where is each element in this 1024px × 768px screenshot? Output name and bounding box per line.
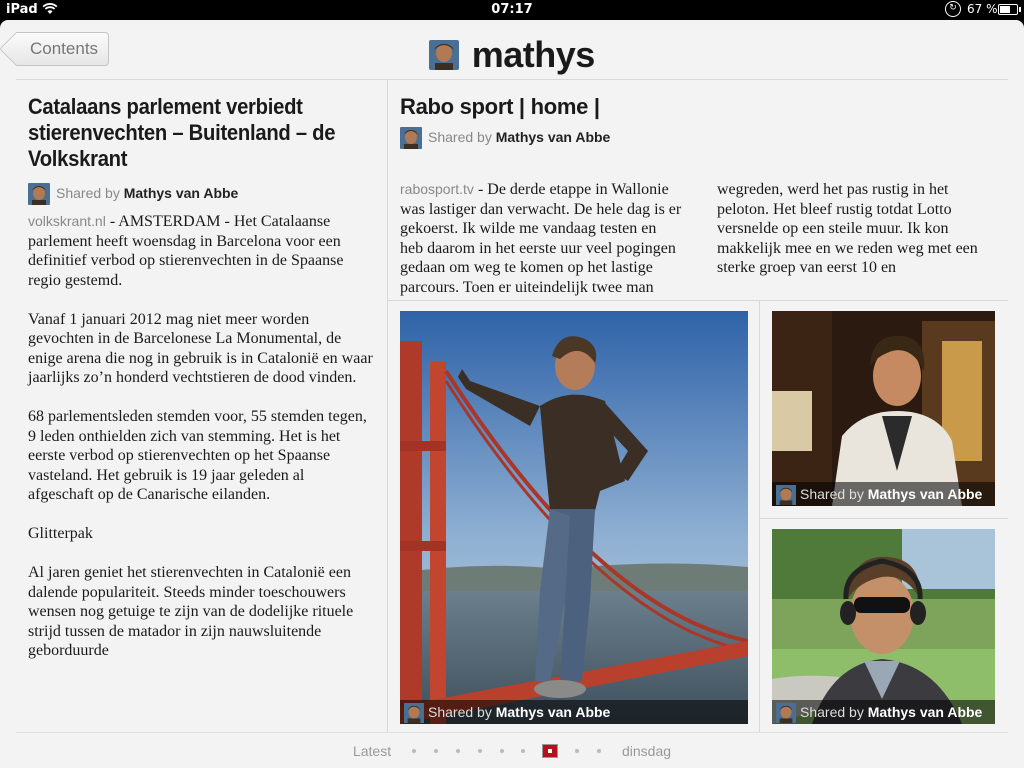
- divider: [760, 518, 1008, 519]
- avatar: [776, 485, 796, 505]
- pager-latest-label[interactable]: Latest: [352, 743, 392, 760]
- status-bar: [0, 0, 1024, 20]
- shared-by-prefix: Shared by: [800, 704, 864, 720]
- shared-by-name[interactable]: Mathys van Abbe: [123, 185, 239, 201]
- shared-by-prefix: Shared by: [428, 704, 492, 720]
- article-headline[interactable]: Rabo sport | home |: [400, 94, 600, 119]
- divider: [16, 79, 1008, 80]
- battery-percent: 67 %: [967, 2, 998, 16]
- article-source[interactable]: rabosport.tv: [400, 181, 474, 197]
- photo-headphones[interactable]: [772, 529, 995, 724]
- avatar: [28, 183, 50, 205]
- page-dot[interactable]: [456, 749, 460, 753]
- shared-by-prefix: Shared by: [428, 129, 492, 145]
- page-dot[interactable]: [521, 749, 525, 753]
- photo-golden-gate[interactable]: [400, 311, 748, 724]
- page-dot[interactable]: [412, 749, 416, 753]
- page-indicator[interactable]: [0, 742, 1024, 759]
- pager-dinsdag-label[interactable]: dinsdag: [622, 743, 672, 760]
- article-card-volkskrant[interactable]: [28, 94, 373, 680]
- page-dot[interactable]: [500, 749, 504, 753]
- article-card-rabosport[interactable]: [400, 94, 1000, 296]
- divider: [387, 80, 388, 732]
- article-headline[interactable]: Catalaans parlement verbiedt stierenvechten – Buitenland – de Volkskrant: [28, 94, 336, 171]
- avatar: [776, 703, 796, 723]
- photo-image: [400, 311, 748, 724]
- battery-icon: [998, 4, 1018, 15]
- shared-by-name[interactable]: Mathys van Abbe: [867, 486, 983, 502]
- shared-by-name[interactable]: Mathys van Abbe: [867, 704, 983, 720]
- rotation-lock-icon: ↻: [945, 1, 961, 17]
- article-body: [400, 180, 1000, 300]
- divider: [388, 300, 1008, 301]
- article-body: [28, 212, 373, 661]
- page-dot[interactable]: [575, 749, 579, 753]
- page-dot[interactable]: [597, 749, 601, 753]
- avatar: [404, 703, 424, 723]
- shared-by: [28, 182, 373, 204]
- article-paragraph: 68 parlementsleden stemden voor, 55 stemden tegen, 9 leden onthielden zich van stemming. Het is het eerste verbod op stierenvechten op het Spaanse vasteland. Het gebruik is 19 jaar geleden al afgeschaft op de Canarische eilanden.: [28, 408, 367, 503]
- shared-by-prefix: Shared by: [800, 486, 864, 502]
- divider: [759, 301, 760, 732]
- article-paragraph: Glitterpak: [28, 525, 93, 542]
- shared-by: [400, 126, 1000, 148]
- magazine-page: [0, 20, 1024, 768]
- page-dot[interactable]: [478, 749, 482, 753]
- divider: [16, 732, 1008, 733]
- shared-by-prefix: Shared by: [56, 185, 120, 201]
- avatar: [429, 40, 459, 70]
- page-title: mathys: [471, 34, 595, 75]
- page-dot[interactable]: [434, 749, 438, 753]
- article-paragraph: Al jaren geniet het stierenvechten in Catalonië een dalende populariteit. Steeds minder toeschouwers wensen nog getuige te zijn van de dodelijke rituele strijd tussen de matador in zijn nauwsluitende geborduurde: [28, 564, 354, 659]
- shared-by-name[interactable]: Mathys van Abbe: [495, 704, 611, 720]
- current-page-icon[interactable]: [542, 744, 558, 758]
- photo-caption: [772, 482, 995, 506]
- device-name: iPad: [6, 2, 38, 17]
- article-lead: - AMSTERDAM - Het Catalaanse parlement heeft woensdag in Barcelona voor een definitief verbod op stierenvechten in de Spaanse regio gestemd.: [28, 213, 344, 289]
- article-text: - De derde etappe in Wallonie was lastiger dan verwacht. De hele dag is er gekoerst. Ik wilde me vandaag testen en heb daarom in het eerste uur veel pogingen gedaan om weg te komen op het lastige parcours. Toen er uiteindelijk twee man wegreden, werd het pas rustig in het peloton. Het bleef rustig totdat Lotto versnelde op een steile muur. Ik kon makkelijk mee en we reden weg met een sterke groep van eerst 10 en: [400, 181, 978, 296]
- photo-white-suit[interactable]: [772, 311, 995, 506]
- photo-image: [772, 529, 995, 724]
- back-button-label: Contents: [30, 39, 99, 58]
- clock: 07:17: [491, 2, 533, 17]
- article-source[interactable]: volkskrant.nl: [28, 213, 106, 229]
- photo-caption: [772, 700, 995, 724]
- page-header: [0, 34, 1024, 76]
- photo-image: [772, 311, 995, 506]
- shared-by-name[interactable]: Mathys van Abbe: [495, 129, 611, 145]
- avatar: [400, 127, 422, 149]
- photo-caption: [400, 700, 748, 724]
- article-paragraph: Vanaf 1 januari 2012 mag niet meer worden gevochten in de Barcelonese La Monumental, de enige arena die nog in gebruik is in Catalonië en waar jaarlijks zo’n honderd vechtstieren de dood vinden.: [28, 310, 373, 386]
